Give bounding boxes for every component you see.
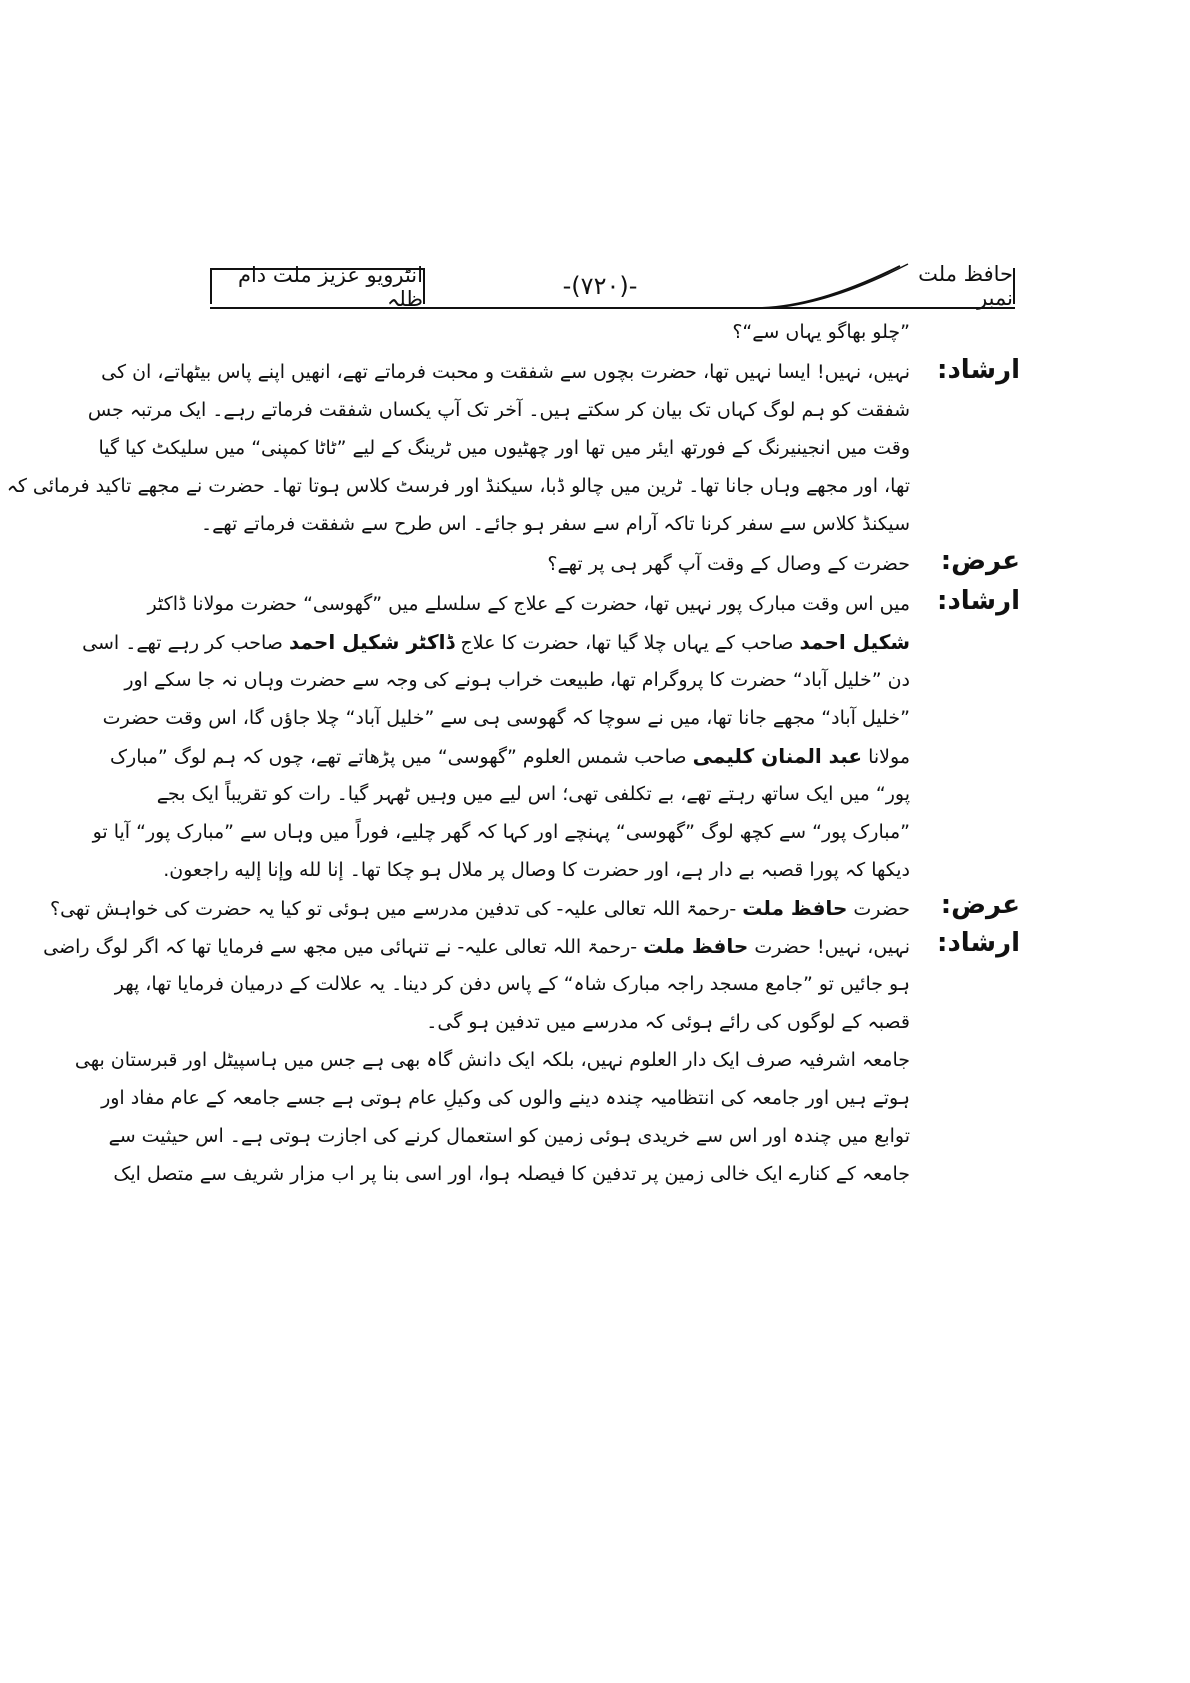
text-line: قصبہ کے لوگوں کی رائے ہوئی کہ مدرسے میں تدفین ہو گی۔ (426, 1011, 910, 1033)
text-line: جامعہ کے کنارے ایک خالی زمین پر تدفین کا فیصلہ ہوا، اور اسی بنا پر اب مزار شریف سے متصل ایک (113, 1163, 910, 1185)
text-line: نہیں، نہیں! ایسا نہیں تھا، حضرت بچوں سے شفقت و محبت فرماتے تھے، انھیں اپنے پاس بیٹھاتے، ان کی (101, 361, 910, 383)
text-line: حضرت کے وصال کے وقت آپ گھر ہی پر تھے؟ (547, 553, 910, 575)
text-line: میں اس وقت مبارک پور نہیں تھا، حضرت کے علاج کے سلسلے میں ”گھوسی“ حضرت مولانا ڈاکٹر (147, 593, 910, 615)
text-line (50, 896, 910, 920)
label-arz: عرض: (940, 546, 1020, 576)
page-number: -(۷۲۰)- (562, 272, 638, 300)
text-line: وقت میں انجینیرنگ کے فورتھ ایئر میں تھا اور چھٹیوں میں ٹرینگ کے لیے ”ٹاٹا کمپنی“ میں سلیکٹ کیا گیا (98, 437, 910, 459)
header-rule (210, 307, 1015, 309)
text-line: جامعہ اشرفیہ صرف ایک دار العلوم نہیں، بلکہ ایک دانش گاہ بھی ہے جس میں ہاسپیٹل اور قبرستان بھی (74, 1049, 910, 1071)
label-irshad: ارشاد: (937, 928, 1020, 958)
text-line: ”خلیل آباد“ مجھے جانا تھا، میں نے سوچا کہ گھوسی ہی سے ”خلیل آباد“ چلا جاؤں گا، اس وقت حضرت (102, 707, 910, 729)
bold-name: حافظ ملت (742, 896, 848, 920)
text-span: -رحمۃ اللہ تعالی علیہ- نے تنہائی میں مجھ سے فرمایا تھا کہ اگر لوگ راضی (43, 936, 644, 958)
bold-name: ڈاکٹر شکیل احمد (288, 630, 455, 654)
text-line: پور“ میں ایک ساتھ رہتے تھے، بے تکلفی تھی؛ اس لیے میں وہیں ٹھہر گیا۔ رات کو تقریباً ایک بجے (156, 783, 910, 805)
text-line: توابع میں چندہ اور اس سے خریدی ہوئی زمین کو استعمال کرنے کی اجازت ہوتی ہے۔ اس حیثیت سے (108, 1125, 910, 1147)
text-span: صاحب کے یہاں چلا گیا تھا، حضرت کا علاج (454, 632, 800, 654)
label-irshad: ارشاد: (937, 586, 1020, 616)
text-line: سیکنڈ کلاس سے سفر کرنا تاکہ آرام سے سفر ہو جائے۔ اس طرح سے شفقت فرماتے تھے۔ (200, 513, 910, 535)
text-span: مولانا (862, 746, 910, 768)
header-swoosh-ornament (760, 262, 910, 310)
label-irshad: ارشاد: (937, 355, 1020, 385)
text-line: ”مبارک پور“ سے کچھ لوگ ”گھوسی“ پہنچے اور کہا کہ گھر چلیے، فوراً میں وہاں سے ”مبارک پور“ آیا تو (92, 821, 910, 843)
text-span: -رحمۃ اللہ تعالی علیہ- کی تدفین مدرسے میں ہوئی تو کیا یہ حضرت کی خواہش تھی؟ (50, 898, 743, 920)
text-line (110, 744, 910, 768)
text-line: ”چلو بھاگو یہاں سے“؟ (732, 321, 910, 343)
text-line (43, 934, 910, 958)
header-right-box (895, 262, 1015, 310)
header-left-box (210, 263, 425, 311)
text-line: تھا، اور مجھے وہاں جانا تھا۔ ٹرین میں چالو ڈبا، سیکنڈ اور فرسٹ کلاس ہوتا تھا۔ حضرت نے مجھے تاکید فرمائی کہ (6, 475, 910, 497)
text-span: نہیں، نہیں! حضرت (748, 936, 910, 958)
text-line (82, 630, 910, 654)
text-line: شفقت کو ہم لوگ کہاں تک بیان کر سکتے ہیں۔ آخر تک آپ یکساں شفقت فرماتے رہے۔ ایک مرتبہ جس (87, 399, 910, 421)
label-arz: عرض: (940, 890, 1020, 920)
text-line: ہو جائیں تو ”جامع مسجد راجہ مبارک شاہ“ کے پاس دفن کر دینا۔ یہ علالت کے درمیان فرمایا تھا، پھر (114, 973, 910, 995)
text-span: صاحب شمس العلوم ”گھوسی“ میں پڑھاتے تھے، چوں کہ ہم لوگ ”مبارک (110, 746, 693, 768)
bold-name: حافظ ملت (643, 934, 749, 958)
header-interview-title: انٹرویو عزیز ملت دام ظلہ (237, 263, 423, 311)
text-span: حضرت (847, 898, 910, 920)
text-span: صاحب کر رہے تھے۔ اسی (82, 632, 289, 654)
header-page-number-box (520, 268, 680, 304)
text-line: دن ”خلیل آباد“ حضرت کا پروگرام تھا، طبیعت خراب ہونے کی وجہ سے حضرت وہاں نہ جا سکے اور (124, 669, 910, 691)
text-line: ہوتے ہیں اور جامعہ کی انتظامیہ چندہ دینے والوں کی وکیلِ عام ہوتی ہے جسے جامعہ کے عام مفاد اور (101, 1087, 910, 1109)
bold-name: شکیل احمد (799, 630, 910, 654)
header-issue-title: حافظ ملت نمبر (918, 262, 1013, 310)
bold-name: عبد المنان کلیمی (692, 744, 863, 768)
text-line: دیکھا کہ پورا قصبہ بے دار ہے، اور حضرت کا وصال پر ملال ہو چکا تھا۔ إنا لله وإنا إليه راجعون. (163, 859, 910, 881)
